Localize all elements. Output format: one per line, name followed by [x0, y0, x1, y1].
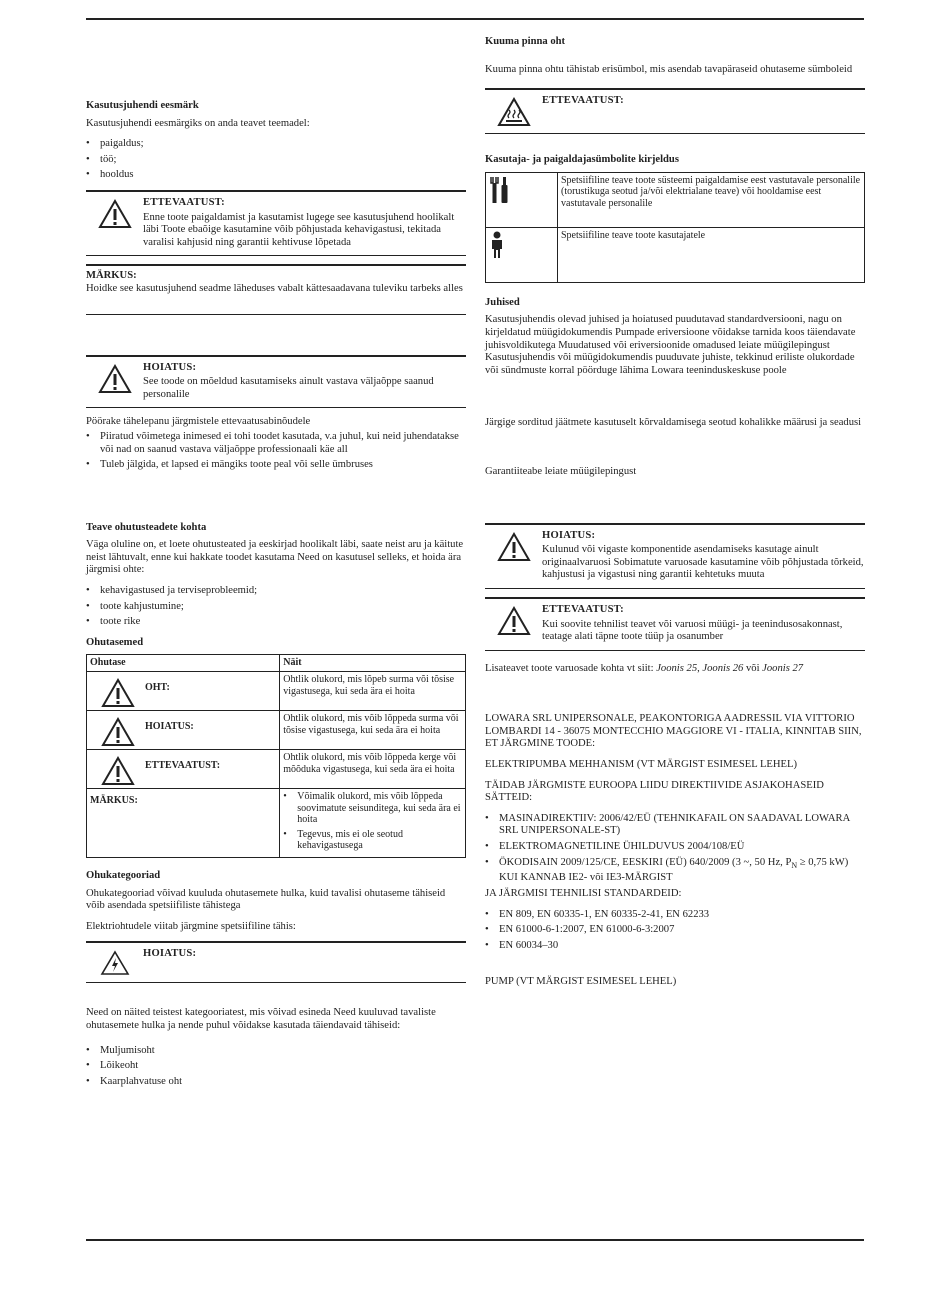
caution-title: ETTEVAATUST: [542, 95, 624, 107]
list-item: • toote kahjustumine; [86, 601, 466, 614]
decl-pump: PUMP (VT MÄRGIST ESIMESEL LEHEL) [485, 976, 677, 988]
list-item: • paigaldus; [86, 138, 466, 151]
top-rule [86, 18, 864, 20]
purpose-list [86, 138, 466, 182]
warning-triangle-icon [485, 530, 542, 582]
list-item: • MASINADIREKTIIV: 2006/42/EÜ (TEHNIKAFAIL ON SAADAVAL LOWARA SRL UNIPERSONALE-ST) [485, 813, 865, 838]
table-row [87, 789, 466, 858]
examples-list [86, 1045, 466, 1089]
table-row [87, 672, 466, 711]
list-item: • Tegevus, mis ei ole seotud kehavigastusega [283, 829, 462, 852]
warning-text: See toode on mõeldud kasutamiseks ainult vastava väljaõppe saanud personalile [143, 376, 434, 400]
table-row [486, 172, 865, 227]
electric-text: Elektriohtudele viitab järgmine spetsiifiline tähis: [86, 920, 296, 932]
hot-surface-icon [485, 95, 542, 127]
user-icon [489, 230, 554, 264]
level-label: HOIATUS: [145, 721, 194, 733]
symbols-heading: Kasutaja- ja paigaldajasümbolite kirjeldus [485, 154, 679, 166]
list-item: • EN 61000-6-1:2007, EN 61000-6-3:2007 [485, 924, 865, 937]
symbols-table [485, 172, 865, 283]
caution-triangle-icon [90, 752, 145, 786]
hot-heading: Kuuma pinna oht [485, 36, 566, 47]
left-column [86, 100, 466, 1096]
electric-hazard-icon [86, 948, 143, 976]
table-row [486, 227, 865, 282]
hot-text: Kuuma pinna ohtu tähistab erisümbol, mis asendab tavapäraseid ohutaseme sümboleid [485, 63, 853, 75]
level-label: OHT: [145, 682, 170, 694]
decl-company: LOWARA SRL UNIPERSONALE, PEAKONTORIGA AADRESSIL VIA VITTORIO LOMBARDI 14 - 36075 MONTECCHIO MAGGIORE VI - ITALIA, KINNITAB SIIN, ET JÄRGMINE TOODE: [485, 713, 862, 750]
note-box [86, 264, 466, 295]
list-item: • ÖKODISAIN 2009/125/CE, EESKIRI (EÜ) 640/2009 (3 ~, 50 Hz, $P_N \ge 0,75$ kW) KUI KANNAB IE2- või IE3-MÄRGIST [485, 857, 865, 885]
caution-box [485, 597, 865, 651]
categories-heading: Ohukategooriad [86, 870, 161, 881]
list-item: • Piiratud võimetega inimesed ei tohi toodet kasutada, v.a juhul, kui neid juhendatakse või nad on saanud vastava väljaõppe professionaali käe all [86, 431, 466, 456]
purpose-intro: Kasutusjuhendi eesmärgiks on anda teavet teemadel: [86, 117, 310, 129]
warning-triangle-icon [485, 604, 542, 644]
symbol-text: Spetsiifiline teave toote süsteemi paigaldamise eest vastutavale personalile (torustikuga seotud ja/või elektrialane teave) või hooldamise eest vastutavale personalile [558, 172, 865, 227]
figure-ref: Joonis 25 [656, 662, 698, 674]
decl-standards-intro: JA JÄRGMISI TEHNILISI STANDARDEID: [485, 887, 682, 899]
list-item: • Muljumisoht [86, 1045, 466, 1058]
spare-parts-text: Lisateavet toote varuosade kohta vt siit: Joonis 25, Joonis 26 või Joonis 27 [485, 662, 804, 674]
categories-text: Ohukategooriad võivad kuuluda ohutasemete hulka, kuid tavalisi ohutaseme tähiseid võib asendada spetsiifiliste tähistega [86, 887, 446, 912]
list-item: • EN 60034–30 [485, 940, 865, 953]
waste-text: Järgige sorditud jäätmete kasutuselt kõrvaldamisega seotud kohalikke määrusi ja seadusi [485, 417, 862, 429]
note-title: MÄRKUS: [86, 270, 137, 282]
list-item: • Tuleb jälgida, et lapsed ei mängiks toote peal või selle ümbruses [86, 459, 466, 472]
caution-title: ETTEVAATUST: [542, 603, 624, 615]
table-header: Ohutase [87, 655, 280, 672]
tools-icon [489, 175, 554, 209]
warning-title: HOIATUS: [542, 529, 596, 541]
danger-triangle-icon [90, 674, 145, 708]
hot-caution-box [485, 88, 865, 134]
list-item: • Lõikeoht [86, 1060, 466, 1073]
decl-product: ELEKTRIPUMBA MEHHANISM (VT MÄRGIST ESIMESEL LEHEL) [485, 759, 798, 771]
level-desc: Ohtlik olukord, mis võib lõppeda kerge või mõõduka vigastusega, kui seda ära ei hoita [280, 750, 466, 789]
table-row [87, 750, 466, 789]
list-item: • Kaarplahvatuse oht [86, 1076, 466, 1089]
level-desc: Ohtlik olukord, mis lõpeb surma või tõsise vigastusega, kui seda ära ei hoita [280, 672, 466, 711]
safety-heading: Teave ohutusteadete kohta [86, 521, 207, 533]
note-label: MÄRKUS: [90, 795, 138, 807]
warning-title: HOIATUS: [143, 948, 197, 960]
list-item: • hooldus [86, 169, 466, 182]
warranty-text: Garantiiteabe leiate müügilepingust [485, 465, 637, 477]
level-label: ETTEVAATUST: [145, 760, 221, 772]
examples-text: Need on näited teistest kategooriatest, mis võivad esineda Need kuuluvad tavaliste ohutasemete hulka ja nende puhul võidakse kasutada täiendavaid tähiseid: [86, 1007, 436, 1031]
warning-triangle-icon [86, 197, 143, 249]
levels-table [86, 654, 466, 858]
instructions-text: Kasutusjuhendis olevad juhised ja hoiatused puudutavad standardversiooni, nagu on kirjeldatud müügidokumendis Pumpade eriversioone võidakse tarnida koos täiendavate juhisvoldikutega Muudatused või eriversioonide omadused leiate müügilepingust Kasutusjuhendis või müügidokumendis puuduvate juhiste, tekkinud eriliste olukordade või sündmuste korral pöörduge lähima Lowara teeninduskeskuse poole [485, 314, 856, 376]
warning-triangle-icon [86, 362, 143, 402]
symbol-text: Spetsiifiline teave toote kasutajatele [558, 227, 865, 282]
precautions-intro: Pöörake tähelepanu järgmistele ettevaatusabinõudele [86, 416, 311, 428]
instructions-heading: Juhised [485, 296, 520, 308]
caution-title: ETTEVAATUST: [143, 196, 225, 208]
warning-triangle-icon [90, 713, 145, 747]
purpose-heading: Kasutusjuhendi eesmärk [86, 100, 199, 111]
figure-ref: Joonis 27 [762, 662, 804, 674]
warning-box [86, 355, 466, 409]
safety-text: Väga oluline on, et loete ohutusteated ja eeskirjad hoolikalt läbi, saate neist aru ja käitute neist lähtuvalt, enne kui hakkate toodet kasutama Need on kasutusel selleks, et hoida ära järgmisi ohte: [86, 539, 464, 576]
table-row [87, 711, 466, 750]
warning-title: HOIATUS: [143, 361, 197, 373]
right-column [485, 36, 865, 997]
list-item: • toote rike [86, 616, 466, 629]
caution-text: Enne toote paigaldamist ja kasutamist lugege see kasutusjuhend hoolikalt läbi Toote ebaõige kasutamine võib põhjustada kehavigastusi, tekitada varalisi kahjusid ning garantii kehtivuse lõpetada [143, 211, 455, 248]
caution-text: Kui soovite tehnilist teavet või varuosi müügi- ja teenindusosakonnast, teatage alati täpne toote tüüp ja osanumber [542, 618, 843, 643]
directives-list [485, 813, 865, 885]
list-item: • kehavigastused ja terviseprobleemid; [86, 585, 466, 598]
table-header: Näit [280, 655, 466, 672]
levels-heading: Ohutasemed [86, 636, 144, 648]
warning-text: Kulunud või vigaste komponentide asendamiseks kasutage ainult originaalvaruosi Sobimatute varuosade kasutamine võib põhjustada tõrkeid, kahjustusi ja vigastusi ning garantii kehtetuks muuta [542, 544, 864, 581]
note-list [283, 791, 462, 852]
level-desc: Ohtlik olukord, mis võib lõppeda surma või tõsise vigastusega, kui seda ära ei hoita [280, 711, 466, 750]
note-text: Hoidke see kasutusjuhend seadme läheduses vabalt kättesaadavana tuleviku tarbeks alles [86, 282, 463, 294]
list-item: • töö; [86, 154, 466, 167]
list-item: • Võimalik olukord, mis võib lõppeda soovimatute seisunditega, kui seda ära ei hoita [283, 791, 462, 826]
list-item: • EN 809, EN 60335-1, EN 60335-2-41, EN 62233 [485, 909, 865, 922]
precautions-list [86, 431, 466, 472]
electric-warning-box [86, 941, 466, 983]
standards-list [485, 909, 865, 953]
safety-list [86, 585, 466, 629]
figure-ref: Joonis 26 [702, 662, 744, 674]
decl-directives-intro: TÄIDAB JÄRGMISTE EUROOPA LIIDU DIREKTIIVIDE ASJAKOHASEID SÄTTEID: [485, 779, 824, 804]
caution-box [86, 190, 466, 256]
warning-box [485, 523, 865, 589]
list-item: • ELEKTROMAGNETILINE ÜHILDUVUS 2004/108/EÜ [485, 841, 865, 854]
bottom-rule [86, 1239, 864, 1241]
